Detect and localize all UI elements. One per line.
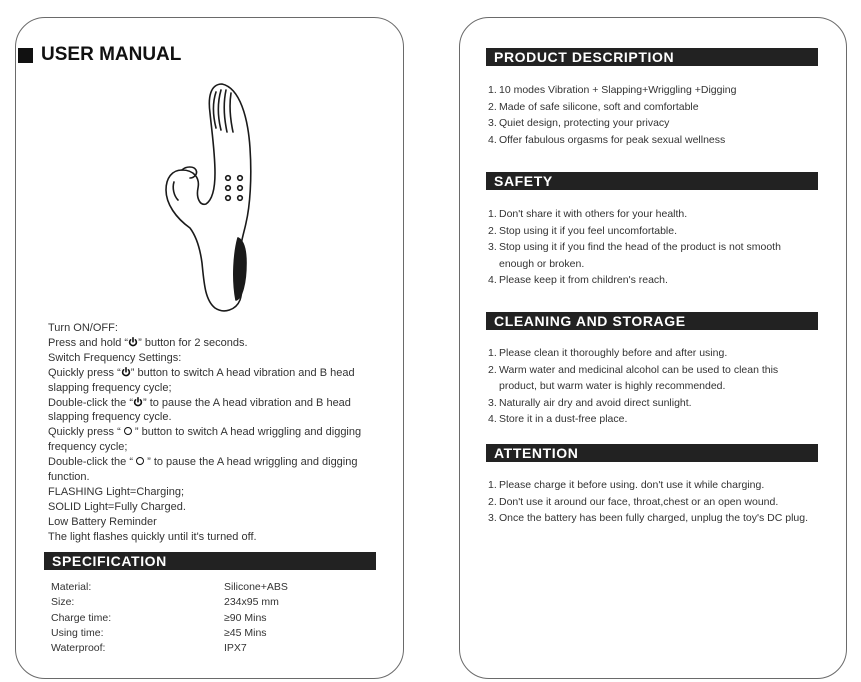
product-outline-illustration [160,78,260,316]
list-item-number: 1. [488,84,497,96]
list-item-text: Please keep it from children's reach. [499,274,668,286]
product-description-heading: PRODUCT DESCRIPTION [486,48,818,66]
spec-value: Silicone+ABS [224,581,288,593]
list-item-number: 3. [488,241,497,253]
instruction-line [48,396,388,411]
list-item-number: 2. [488,100,497,113]
user-manual-title [18,44,187,66]
list-item [488,411,778,428]
instruction-line [48,455,388,470]
safety-list [488,206,781,289]
instruction-text: Press and hold “ [48,336,129,349]
instruction-text: Low Battery Reminder [48,515,157,528]
list-item [488,510,808,527]
instruction-line [48,500,388,515]
instruction-text: Double-click the “ [48,396,133,409]
list-item-text: Please clean it thoroughly before and after using. [499,347,728,359]
spec-row [51,611,344,626]
instruction-line [48,485,388,500]
spec-value: 234x95 mm [224,596,279,609]
list-item-number: 2. [488,224,497,237]
instruction-line [48,530,388,545]
attention-list [488,477,808,527]
list-item-number: 2. [488,495,497,508]
spec-label: Charge time: [51,611,112,624]
product-description-list [488,82,736,148]
list-item [488,395,778,412]
instruction-line [48,321,388,336]
list-item-text: Store it in a dust-free place. [499,413,628,425]
instruction-text: slapping frequency cycle; [48,381,172,394]
circle-button-icon [136,457,144,465]
list-item [488,494,808,511]
instruction-text: SOLID Light=Fully Charged. [48,500,186,513]
instruction-text: ” to pause the A head wriggling and digging [144,456,358,469]
list-item-number: 3. [488,512,497,524]
instruction-text: ” button to switch A head wriggling and digging [131,426,362,439]
list-item-text: Naturally air dry and avoid direct sunlight. [499,396,692,409]
list-item-text: Don't use it around our face, throat,chest or an open wound. [499,495,779,508]
instruction-text: ” button for 2 seconds. [138,336,248,349]
spec-label: Using time: [51,626,104,639]
list-item-number: 4. [488,133,497,146]
list-item [488,99,736,116]
list-item-number: 3. [488,117,497,129]
list-item [488,132,736,149]
list-item [488,477,808,494]
list-item [488,223,781,240]
list-item-text: Don't share it with others for your health. [499,208,688,220]
spec-row [51,626,344,641]
list-item-continuation: enough or broken. [499,257,585,270]
list-item-text: Please charge it before using. don't use it while charging. [499,479,765,491]
safety-heading: SAFETY [486,172,818,190]
spec-label: Waterproof: [51,642,106,655]
list-item-number: 2. [488,363,497,376]
list-item-text: Quiet design, protecting your privacy [499,117,670,129]
list-item [488,115,736,132]
spec-value: ≥90 Mins [224,611,267,624]
instruction-text: Quickly press “ [48,426,124,439]
instruction-line [48,515,388,530]
attention-heading: ATTENTION [486,444,818,462]
list-item-text: 10 modes Vibration + Slapping+Wriggling +Digging [499,84,737,96]
list-item-text: Made of safe silicone, soft and comfortable [499,100,699,113]
list-item-text: Stop using it if you feel uncomfortable. [499,224,678,237]
instruction-line [48,381,388,396]
user-manual-title-text: USER MANUAL [41,44,182,65]
list-item [488,345,778,362]
instruction-text: slapping frequency cycle. [48,411,172,424]
spec-label: Size: [51,596,75,609]
list-item-text: Offer fabulous orgasms for peak sexual wellness [499,133,726,146]
spec-label: Material: [51,581,92,593]
instruction-line [48,425,388,440]
list-item-number: 3. [488,396,497,409]
power-icon [133,397,143,407]
list-item [488,82,736,99]
list-item-number: 1. [488,479,497,491]
cleaning-storage-heading: CLEANING AND STORAGE [486,312,818,330]
instruction-text: Switch Frequency Settings: [48,351,182,364]
list-item [488,362,778,379]
list-item-number: 4. [488,413,497,425]
spec-value: IPX7 [224,642,247,655]
instruction-line [48,440,388,455]
instruction-text: The light flashes quickly until it's turned off. [48,530,257,543]
spec-row [51,580,344,595]
circle-button-icon [124,427,132,435]
power-icon [121,367,131,377]
instruction-text: ” button to switch A head vibration and B head [130,366,355,379]
power-icon [128,337,138,347]
specification-table [51,580,344,656]
cleaning-storage-list [488,345,778,428]
instruction-line [48,366,388,381]
instruction-text: FLASHING Light=Charging; [48,485,185,498]
instruction-text: frequency cycle; [48,441,128,454]
list-item [488,239,781,256]
title-square-marker [18,48,33,63]
specification-heading: SPECIFICATION [44,552,376,570]
instruction-text: ” to pause the A head vibration and B head [142,396,351,409]
instruction-text: Quickly press “ [48,366,121,379]
list-item-number: 4. [488,274,497,286]
instruction-line [48,351,388,366]
list-item-text: Once the battery has been fully charged, unplug the toy's DC plug. [499,512,809,524]
instruction-text: function. [48,471,90,484]
instruction-line [48,336,388,351]
list-item-number: 1. [488,347,497,359]
spec-row [51,641,344,656]
spec-row [51,595,344,610]
list-item-number: 1. [488,208,497,220]
instruction-line [48,470,388,485]
list-item-continuation: product, but warm water is highly recommended. [499,380,726,392]
spec-value: ≥45 Mins [224,626,267,639]
list-item [488,272,781,289]
instruction-text: Turn ON/OFF: [48,322,118,334]
operating-instructions [48,321,388,545]
instruction-line [48,410,388,425]
list-item-text: Warm water and medicinal alcohol can be used to clean this [499,363,779,376]
instruction-text: Double-click the “ [48,456,137,469]
list-item-text: Stop using it if you find the head of the product is not smooth [499,241,781,253]
list-item [488,206,781,223]
